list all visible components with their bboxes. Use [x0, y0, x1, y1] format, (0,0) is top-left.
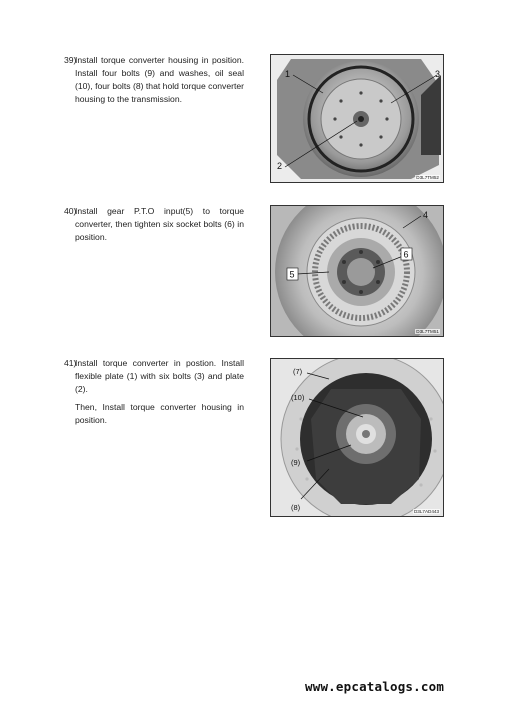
step-paragraph: Then, Install torque converter housing in position. [75, 402, 244, 425]
figure-39-photo [270, 54, 444, 183]
step-number: 41) [64, 358, 77, 368]
footer-website[interactable]: www.epcatalogs.com [305, 679, 445, 694]
callout-4: 4 [423, 210, 429, 220]
step-number: 39) [64, 55, 77, 65]
step-paragraph: Install torque converter in postion. Install flexible plate (1) with six bolts (3) and plate (2). [75, 358, 244, 394]
figure-code: D3L7AD443 [413, 509, 439, 514]
step-number: 40) [64, 206, 77, 216]
callout-2: 2 [277, 161, 283, 171]
callout-5: 5 [289, 269, 295, 280]
callout-10: (10) [291, 393, 305, 402]
figure-code: D3L7TM51 [416, 329, 439, 334]
step-text [75, 357, 244, 427]
callout-3: 3 [435, 69, 441, 79]
callout-1: 1 [285, 69, 291, 79]
step-text [75, 205, 244, 244]
step-text [75, 54, 244, 106]
step-39 [64, 54, 244, 106]
step-paragraph: Install torque converter housing in position. Install four bolts (9) and washes, oil seal (10), four bolts (8) that hold torque converter housing to the transmission. [75, 55, 244, 104]
callout-9: (9) [291, 458, 301, 467]
step-41 [64, 357, 244, 427]
callout-6: 6 [403, 249, 409, 260]
step-40 [64, 205, 244, 244]
figure-40-photo [270, 205, 444, 337]
figure-code: D3L7TM52 [416, 175, 439, 180]
callout-7: (7) [293, 367, 303, 376]
step-paragraph: Install gear P.T.O input(5) to torque converter, then tighten six socket bolts (6) in position. [75, 206, 244, 242]
figure-41-photo [270, 358, 444, 517]
callout-8: (8) [291, 503, 301, 512]
